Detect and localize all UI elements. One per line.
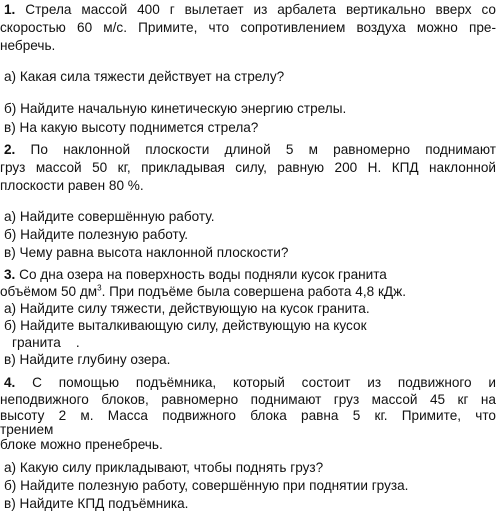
problem-3-item-c: в) Найдите глубину озера. xyxy=(4,352,171,367)
problem-4-line-3: высоту 2 м. Масса подвижного блока равна 5 кг. Примите, что xyxy=(0,408,496,423)
problem-1-line-1: 1. Стрела массой 400 г вылетает из арбалета вертикально вверх со xyxy=(4,2,496,17)
problem-number: 1. xyxy=(4,2,16,17)
problem-2-line-1: 2. По наклонной плоскости длиной 5 м равномерно поднимают xyxy=(4,142,496,157)
problem-1-item-c: в) На какую высоту поднимется стрела? xyxy=(4,120,259,135)
problem-2-line-2: груз массой 50 кг, прикладывая силу, равную 200 Н. КПД наклонной xyxy=(0,160,496,175)
problem-4-line-4: трением xyxy=(0,422,54,437)
problem-4-item-a: а) Какую силу прикладывают, чтобы поднять груз? xyxy=(4,460,324,475)
problem-2-line-3: плоскости равен 80 %. xyxy=(0,178,144,193)
cube-superscript: 3 xyxy=(97,283,102,293)
problem-4-line-5: блоке можно пренебречь. xyxy=(0,437,163,452)
problem-3-line-1: 3. Со дна озера на поверхность воды подняли кусок гранита xyxy=(4,267,387,282)
problem-2-item-b: б) Найдите полезную работу. xyxy=(4,227,189,242)
problem-1-line-3: небречь. xyxy=(0,38,56,53)
problem-4-item-c: в) Найдите КПД подъёмника. xyxy=(4,496,189,511)
problem-1-item-b: б) Найдите начальную кинетическую энергию стрелы. xyxy=(4,101,347,116)
problem-3-item-b: б) Найдите выталкивающую силу, действующую на кусок xyxy=(4,318,367,333)
problem-number: 2. xyxy=(4,142,16,157)
problem-3-item-a: а) Найдите силу тяжести, действующую на кусок гранита. xyxy=(4,301,370,316)
problem-4-item-b: б) Найдите полезную работу, совершённую при поднятии груза. xyxy=(4,478,409,493)
problem-4-line-2: неподвижного блоков, равномерно поднимают груз массой 45 кг на xyxy=(0,392,496,407)
problem-4-line-1: 4. С помощью подъёмника, который состоит из подвижного и xyxy=(4,375,496,390)
problem-number: 4. xyxy=(4,375,16,390)
problem-1-item-a: а) Какая сила тяжести действует на стрелу? xyxy=(4,69,285,84)
problem-2-item-c: в) Чему равна высота наклонной плоскости? xyxy=(4,245,289,260)
problem-number: 3. xyxy=(4,267,16,282)
problem-1-line-2: скоростью 60 м/с. Примите, что сопротивлением воздуха можно пре- xyxy=(0,20,496,35)
problem-2-item-a: а) Найдите совершённую работу. xyxy=(4,209,215,224)
problem-3-item-b-cont: гранита . xyxy=(12,335,80,350)
problem-3-line-2: объёмом 50 $дм^3$. При подъёме была совершена работа 4,8 кДж. xyxy=(0,283,406,299)
